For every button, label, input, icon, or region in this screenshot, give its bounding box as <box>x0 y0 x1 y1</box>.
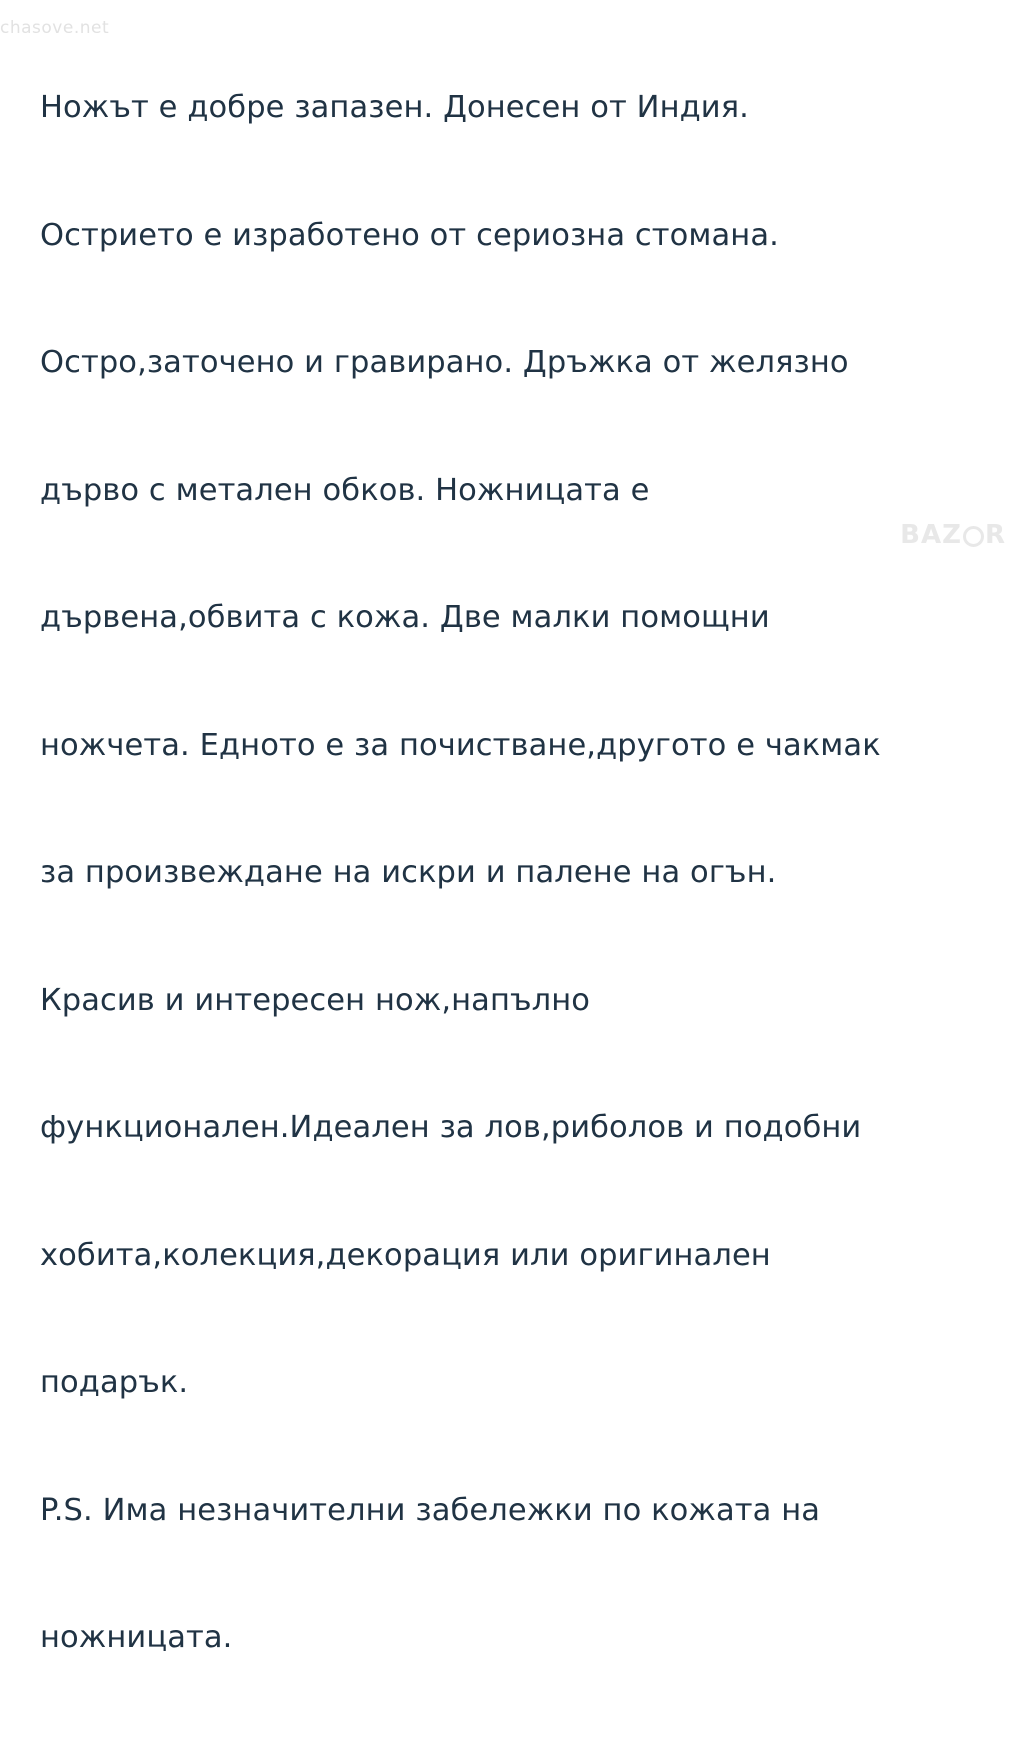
description-line: Остро,заточено и гравирано. Дръжка от желязно <box>40 345 849 380</box>
description-line: Острието е изработено от сериозна стомана. <box>40 217 779 253</box>
product-description <box>40 2 1000 1745</box>
description-line: P.S. Има незначителни забележки по кожата на <box>40 1492 821 1528</box>
description-line: ножчета. Едното е за почистване,другото е чакмак <box>40 727 881 763</box>
watermark-site-text: chasove.net <box>0 18 110 38</box>
description-line: хобита,колекция,декорация или оригинален <box>40 1237 771 1273</box>
watermark-brand-suffix: R <box>984 520 1006 550</box>
description-line: за произвеждане на искри и палене на огън. <box>40 855 777 890</box>
description-line: дървена,обвита с кожа. Две малки помощни <box>40 600 770 635</box>
description-line: функционален.Идеален за лов,риболов и подобни <box>40 1110 862 1145</box>
watermark-brand <box>900 520 1006 550</box>
description-line: Красив и интересен нож,напълно <box>40 982 591 1018</box>
description-line: подарък. <box>40 1365 189 1400</box>
watermark-brand-circle-icon <box>963 526 984 547</box>
description-line: ножницата. <box>40 1620 233 1655</box>
description-line: дърво с метален обков. Ножницата е <box>40 472 650 508</box>
watermark-brand-prefix: BAZ <box>900 520 962 550</box>
description-line: Ножът е добре запазен. Донесен от Индия. <box>40 90 749 125</box>
